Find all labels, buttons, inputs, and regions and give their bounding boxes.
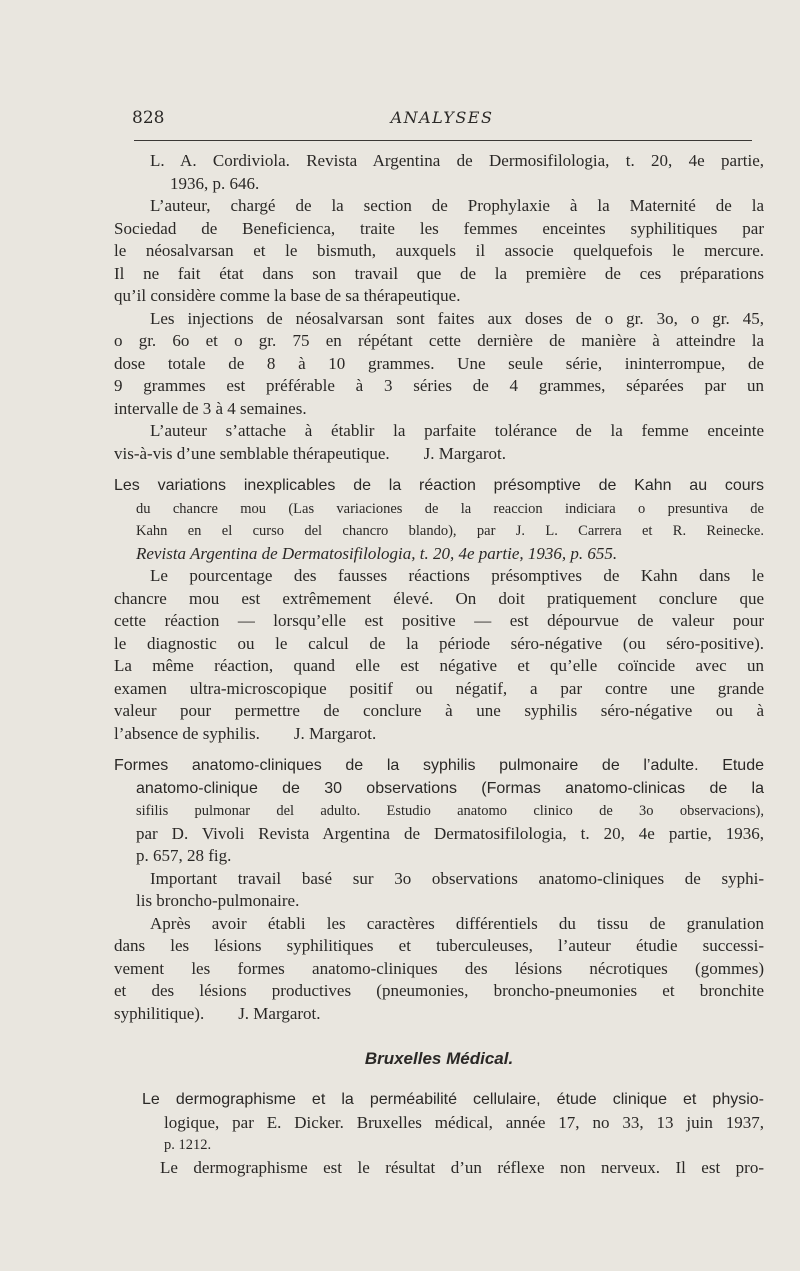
entry-heading-line: du chancre mou (Las variaciones de la reaccion indiciara o presuntiva de bbox=[136, 500, 764, 517]
text-line: valeur pour permettre de conclure à une syphilis séro-négative ou à bbox=[114, 701, 764, 720]
entry-vivoli bbox=[114, 755, 764, 1025]
text-line: o gr. 6o et o gr. 75 en répétant cette dernière de manière à atteindre la bbox=[114, 331, 764, 350]
text-line: L’auteur, chargé de la section de Prophylaxie à la Maternité de la bbox=[150, 196, 764, 215]
text-line: lis broncho-pulmonaire. bbox=[136, 891, 300, 910]
entry-heading-line: L. A. Cordiviola. Revista Argentina de Dermosifilologia, t. 20, 4e partie, bbox=[150, 151, 764, 170]
text-line: Sociedad de Beneficienca, traite les femmes enceintes syphilitiques par bbox=[114, 218, 764, 238]
text-line: Le pourcentage des fausses réactions présomptives de Kahn dans le bbox=[150, 566, 764, 585]
entry-cordiviola bbox=[114, 150, 764, 465]
text-line: dans les lésions syphilitiques et tuberculeuses, l’auteur étudie successi- bbox=[114, 936, 764, 955]
entry-reference-line: p. 1212. bbox=[164, 1137, 212, 1153]
text-line: dose totale de 8 à 10 grammes. Une seule série, ininterrompue, de bbox=[114, 353, 764, 373]
text-line: qu’il considère comme la base de sa thérapeutique. bbox=[114, 286, 461, 305]
text-line: le néosalvarsan et le bismuth, auxquels il associe quelquefois le mercure. bbox=[114, 241, 764, 260]
text-line: Après avoir établi les caractères différentiels du tissu de granulation bbox=[150, 913, 764, 933]
text-line: intervalle de 3 à 4 semaines. bbox=[114, 398, 307, 418]
entry-heading-line: logique, par E. Dicker. Bruxelles médical, année 17, no 33, 13 juin 1937, bbox=[164, 1112, 764, 1132]
text-line: vement les formes anatomo-cliniques des lésions nécrotiques (gommes) bbox=[114, 958, 764, 978]
text-line: le diagnostic ou le calcul de la période séro-négative (ou séro-positive). bbox=[114, 633, 764, 653]
running-head bbox=[132, 108, 752, 132]
page-number: 828 bbox=[132, 108, 165, 128]
text-line: Les injections de néosalvarsan sont faites aux doses de o gr. 3o, o gr. 45, bbox=[150, 308, 764, 328]
signature-line: l’absence de syphilis. J. Margarot. bbox=[114, 723, 377, 743]
entry-reference-line: p. 657, 28 fig. bbox=[136, 846, 232, 865]
signature-line: vis-à-vis d’une semblable thérapeutique. J. Margarot. bbox=[114, 443, 506, 463]
text-line: examen ultra-microscopique positif ou négatif, a par contre une grande bbox=[114, 678, 764, 698]
text-line: L’auteur s’attache à établir la parfaite tolérance de la femme enceinte bbox=[150, 421, 764, 440]
text-line: chancre mou est extrêmement élevé. On doit pratiquement conclure que bbox=[114, 588, 764, 608]
entry-heading-line: Kahn en el curso del chancro blando), par J. L. Carrera et R. Reinecke. bbox=[136, 523, 764, 539]
entry-heading-line: Formes anatomo-cliniques de la syphilis pulmonaire de l’adulte. Etude bbox=[114, 757, 764, 774]
signature-line: syphilitique). J. Margarot. bbox=[114, 1003, 321, 1023]
entry-heading-line: anatomo-clinique de 30 observations (Formas anatomo-clinicas de la bbox=[136, 779, 764, 797]
text-line: Le dermographisme est le résultat d’un réflexe non nerveux. Il est pro- bbox=[160, 1157, 764, 1177]
entry-heading-line: Le dermographisme et la perméabilité cellulaire, étude clinique et physio- bbox=[142, 1091, 764, 1108]
header-rule bbox=[134, 140, 752, 141]
text-line: 1936, p. 646. bbox=[170, 173, 260, 193]
entry-heading-line: Les variations inexplicables de la réaction présomptive de Kahn au cours bbox=[114, 477, 764, 494]
entry-dicker bbox=[114, 1089, 764, 1179]
entry-reference-line: par D. Vivoli Revista Argentina de Dermatosifilologia, t. 20, 4e partie, 1936, bbox=[136, 823, 764, 843]
text-line: 9 grammes est préférable à 3 séries de 4 grammes, séparées par un bbox=[114, 376, 764, 395]
entry-carrera-reinecke bbox=[114, 475, 764, 745]
text-line: Important travail basé sur 3o observations anatomo-cliniques de syphi- bbox=[150, 868, 764, 888]
entry-heading-line: sifilis pulmonar del adulto. Estudio anatomo clinico de 3o observacions), bbox=[136, 803, 764, 819]
body-text bbox=[114, 150, 764, 1179]
text-line: La même réaction, quand elle est négative et qu’elle coïncide avec un bbox=[114, 656, 764, 675]
text-line: cette réaction — lorsqu’elle est positive — est dépourvue de valeur pour bbox=[114, 611, 764, 630]
entry-reference-line: Revista Argentina de Dermatosifilologia, t. 20, 4e partie, 1936, p. 655. bbox=[136, 543, 618, 563]
section-title: Bruxelles Médical. bbox=[364, 1049, 514, 1068]
running-title: ANALYSES bbox=[390, 108, 494, 127]
text-line: et des lésions productives (pneumonies, broncho-pneumonies et bronchite bbox=[114, 981, 764, 1000]
text-line: Il ne fait état dans son travail que de la première de ces préparations bbox=[114, 263, 764, 283]
